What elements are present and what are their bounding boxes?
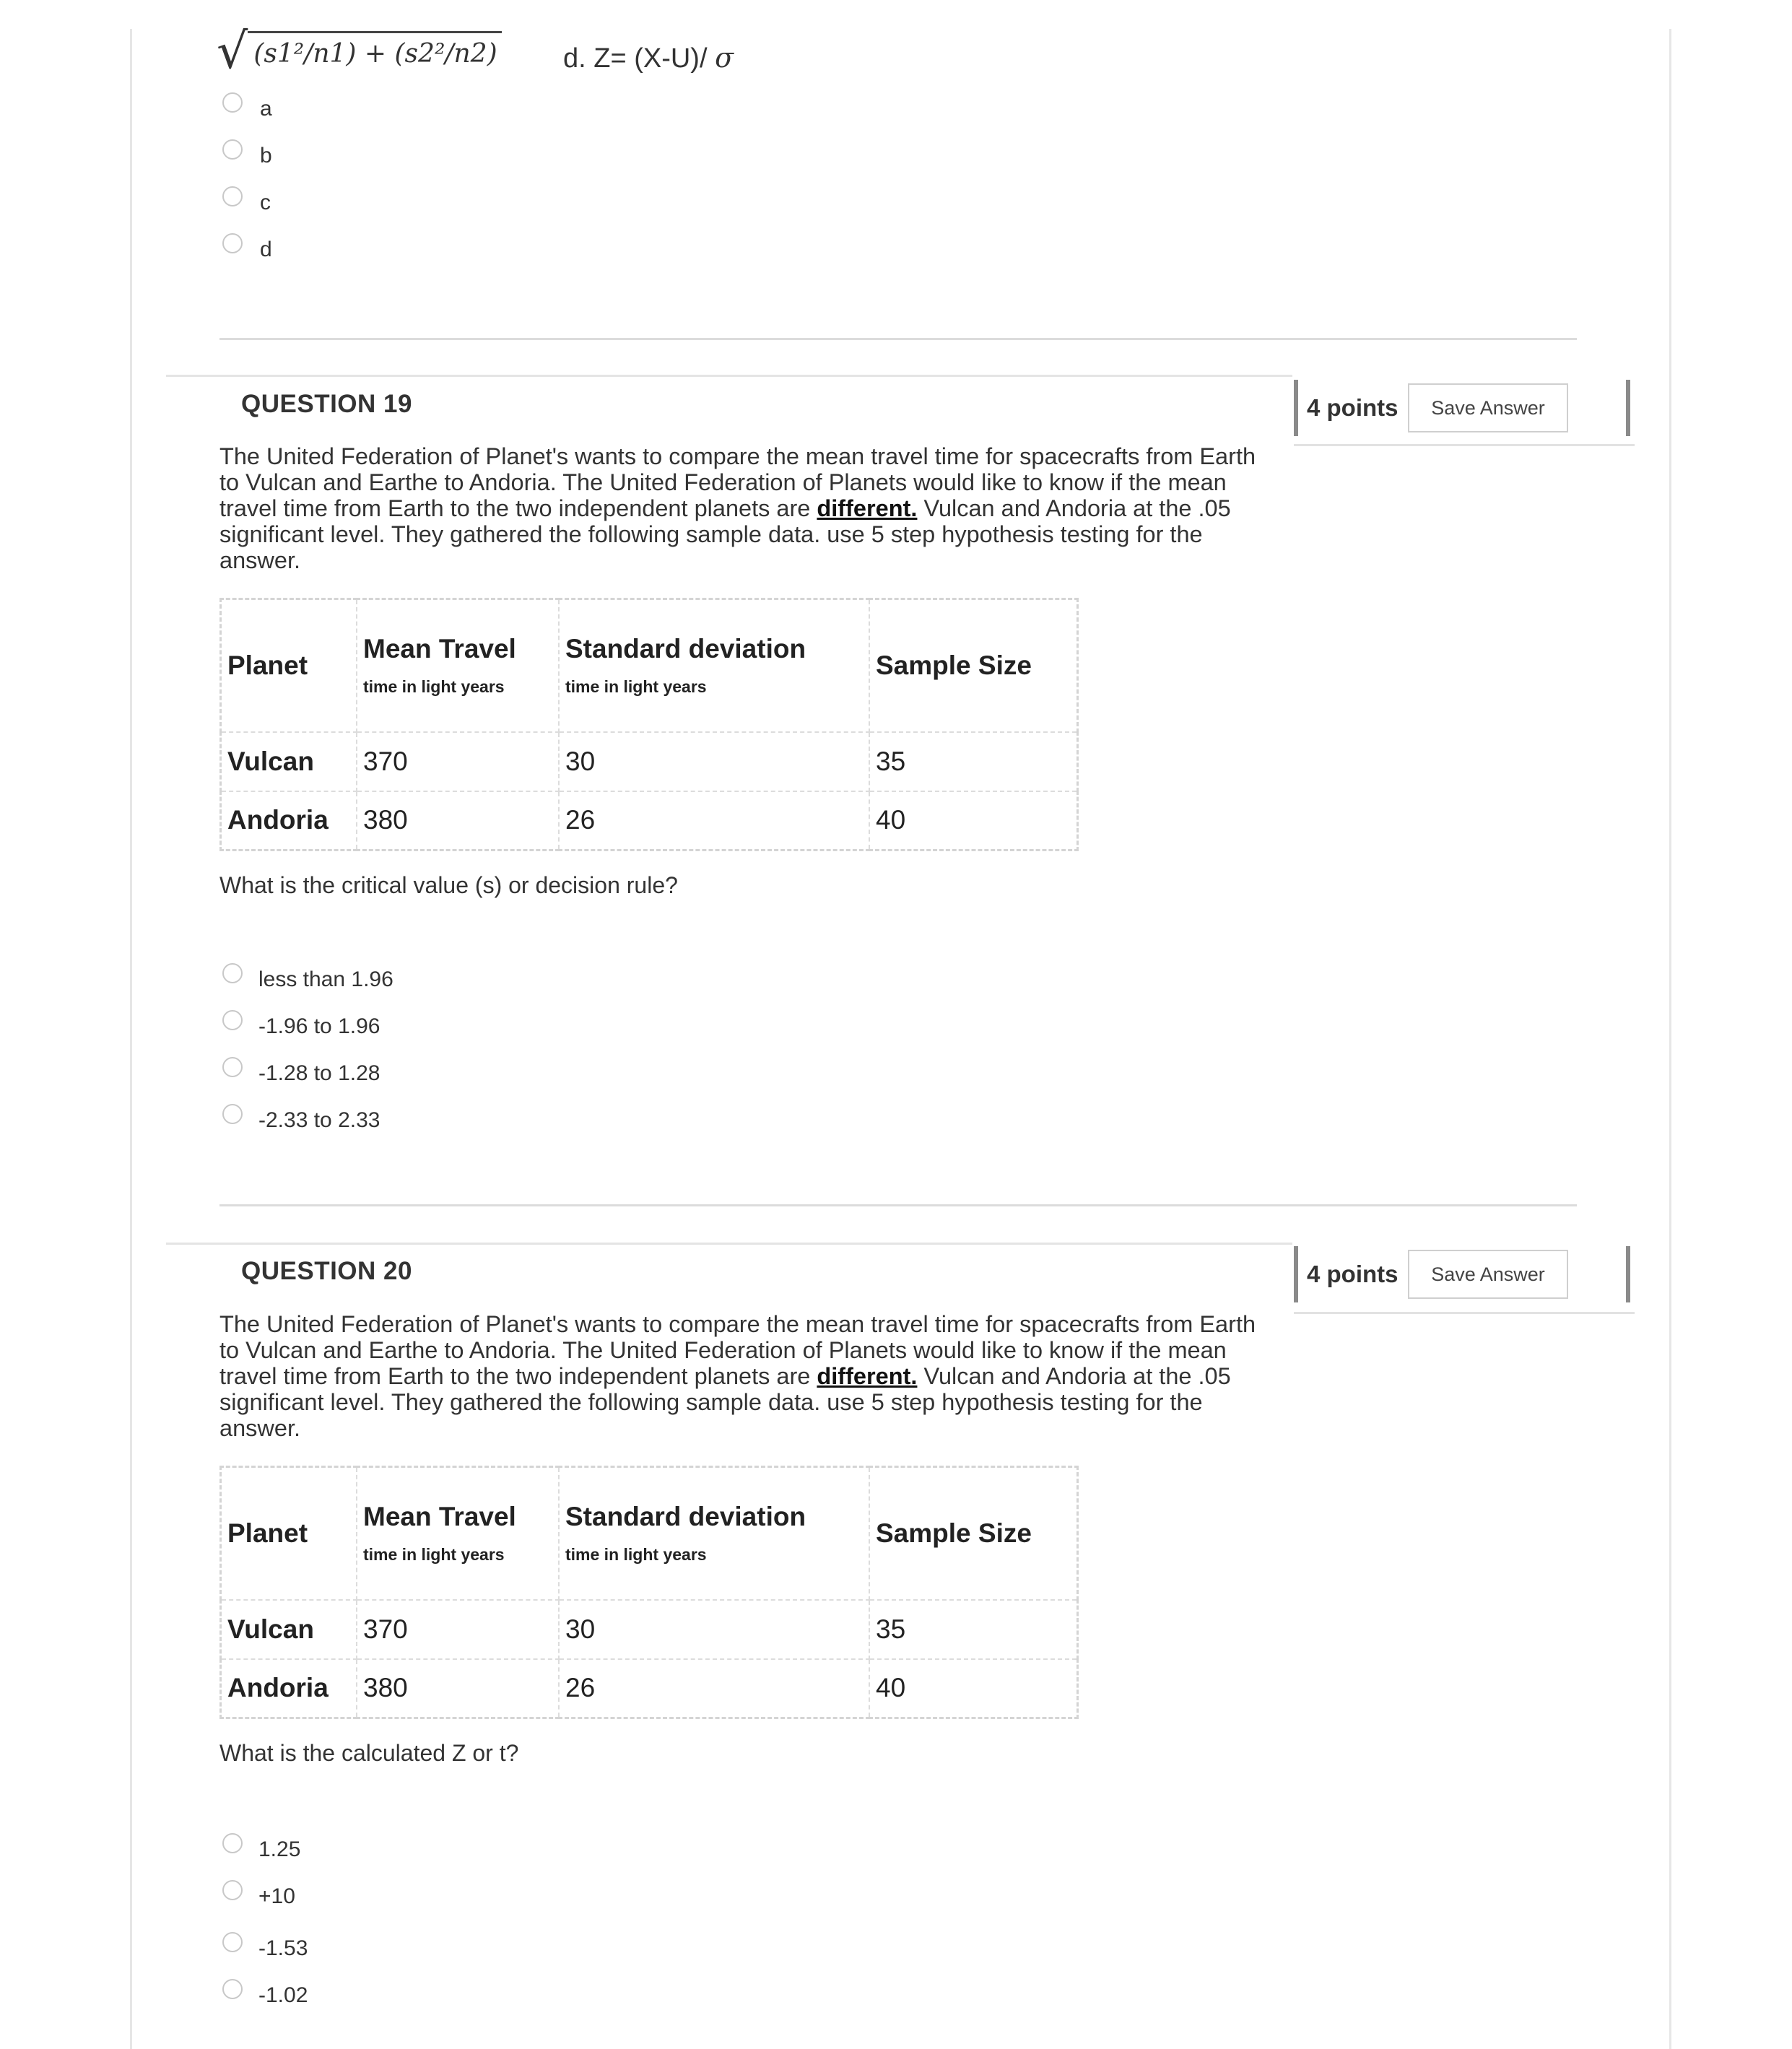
left-border	[130, 29, 132, 2049]
radio-button[interactable]	[222, 1057, 243, 1077]
cell-planet: Andoria	[221, 791, 357, 851]
points-bar	[1294, 1246, 1298, 1302]
radio-button[interactable]	[222, 1010, 243, 1030]
header-mean: Mean Travel time in light years	[357, 599, 559, 732]
q20-option-1[interactable]	[222, 1837, 300, 1862]
header-sample-size: Sample Size	[869, 599, 1078, 732]
q19-option-2[interactable]	[222, 1014, 380, 1039]
question-text: Vulcan and Andoria at the .05 significant level. They gathered the following sample data. use 5 step hypothesis testing for the answer.	[219, 1363, 1231, 1441]
divider	[219, 1204, 1577, 1206]
cell-mean: 370	[357, 1600, 559, 1659]
q19-option-3[interactable]	[222, 1061, 380, 1086]
points-value: 4 points	[1307, 394, 1399, 421]
header-planet: Planet	[221, 599, 357, 732]
emphasis-word: different.	[817, 495, 918, 521]
table-row	[221, 791, 1078, 851]
header-sd: Standard deviation time in light years	[559, 599, 869, 732]
formula-radicand: (s1²/n1) + (s2²/n2)	[248, 31, 501, 69]
cell-sd: 26	[559, 1659, 869, 1718]
option-label: b	[260, 144, 272, 168]
emphasis-word: different.	[817, 1363, 918, 1389]
option-d[interactable]	[222, 238, 272, 262]
header-sd: Standard deviation time in light years	[559, 1467, 869, 1600]
cell-sample-size: 35	[869, 1600, 1078, 1659]
right-border	[1669, 29, 1671, 2049]
question-19-data-table	[219, 598, 1079, 851]
radio-button[interactable]	[222, 963, 243, 983]
question-20-data-table	[219, 1466, 1079, 1719]
save-answer-button[interactable]: Save Answer	[1408, 383, 1568, 432]
divider	[219, 338, 1577, 340]
q20-option-2[interactable]	[222, 1884, 295, 1909]
radio-button[interactable]	[222, 1932, 243, 1952]
question-20-prompt: What is the calculated Z or t?	[219, 1740, 519, 1766]
question-19-points	[1294, 378, 1568, 438]
radio-button[interactable]	[222, 92, 243, 113]
save-answer-button[interactable]: Save Answer	[1408, 1250, 1568, 1299]
points-underline	[1294, 444, 1635, 446]
cell-sample-size: 40	[869, 1659, 1078, 1718]
cell-sd: 30	[559, 732, 869, 791]
radio-button[interactable]	[222, 186, 243, 206]
divider	[166, 1243, 1292, 1245]
table-row	[221, 1659, 1078, 1718]
table-header-row	[221, 599, 1078, 732]
cell-mean: 380	[357, 1659, 559, 1718]
cell-mean: 380	[357, 791, 559, 851]
question-text: The United Federation of Planet's wants to compare the mean travel time for spacecrafts from Earth to Vulcan and Earthe to Andoria. The United Federation of Planets would like to know if the mean travel time from Earth to the two independent planets are	[219, 443, 1256, 521]
radio-button[interactable]	[222, 1104, 243, 1124]
header-mean: Mean Travel time in light years	[357, 1467, 559, 1600]
header-sample-size: Sample Size	[869, 1467, 1078, 1600]
cell-sample-size: 40	[869, 791, 1078, 851]
cell-planet: Vulcan	[221, 1600, 357, 1659]
formula-d-sigma: σ	[715, 42, 734, 74]
question-20-text	[219, 1311, 1274, 1441]
option-label: 1.25	[258, 1837, 301, 1861]
cell-mean: 370	[357, 732, 559, 791]
option-a[interactable]	[222, 97, 272, 121]
option-label: c	[260, 191, 271, 214]
table-header-row	[221, 1467, 1078, 1600]
question-19-title: QUESTION 19	[241, 390, 412, 418]
cell-sample-size: 35	[869, 732, 1078, 791]
divider	[166, 375, 1292, 377]
table-row	[221, 1600, 1078, 1659]
points-end-bar	[1626, 1246, 1630, 1302]
q20-option-3[interactable]	[222, 1936, 308, 1961]
cell-sd: 30	[559, 1600, 869, 1659]
question-19-text	[219, 443, 1274, 573]
option-label: +10	[258, 1884, 295, 1908]
option-label: -1.53	[258, 1936, 308, 1960]
formula-d-text: d. Z= (X-U)/	[563, 43, 708, 74]
option-label: less than 1.96	[258, 967, 393, 991]
radio-button[interactable]	[222, 1880, 243, 1900]
option-label: d	[260, 238, 272, 261]
formula-d	[563, 42, 734, 74]
points-value: 4 points	[1307, 1261, 1399, 1287]
radio-button[interactable]	[222, 1979, 243, 1999]
points-end-bar	[1626, 380, 1630, 436]
formula-c	[217, 23, 502, 81]
radio-button[interactable]	[222, 233, 243, 253]
q19-option-1[interactable]	[222, 967, 393, 992]
question-text: The United Federation of Planet's wants to compare the mean travel time for spacecrafts from Earth to Vulcan and Earthe to Andoria. The United Federation of Planets would like to know if the mean travel time from Earth to the two independent planets are	[219, 1311, 1256, 1389]
option-label: a	[260, 97, 272, 121]
q20-option-4[interactable]	[222, 1983, 308, 2008]
points-bar	[1294, 380, 1298, 436]
option-label: -1.02	[258, 1983, 308, 2007]
radio-button[interactable]	[222, 1833, 243, 1853]
table-row	[221, 732, 1078, 791]
cell-planet: Andoria	[221, 1659, 357, 1718]
q19-option-4[interactable]	[222, 1108, 380, 1133]
cell-sd: 26	[559, 791, 869, 851]
cell-planet: Vulcan	[221, 732, 357, 791]
header-planet: Planet	[221, 1467, 357, 1600]
option-c[interactable]	[222, 191, 271, 215]
question-20-title: QUESTION 20	[241, 1257, 412, 1285]
option-label: -1.28 to 1.28	[258, 1061, 380, 1085]
option-b[interactable]	[222, 144, 272, 168]
option-label: -2.33 to 2.33	[258, 1108, 380, 1132]
square-root-icon: √	[217, 23, 248, 80]
points-underline	[1294, 1312, 1635, 1314]
option-label: -1.96 to 1.96	[258, 1014, 380, 1038]
question-20-points	[1294, 1245, 1568, 1304]
question-text: Vulcan and Andoria at the .05 significant level. They gathered the following sample data. use 5 step hypothesis testing for the answer.	[219, 495, 1231, 573]
question-19-prompt: What is the critical value (s) or decision rule?	[219, 872, 678, 898]
radio-button[interactable]	[222, 139, 243, 160]
